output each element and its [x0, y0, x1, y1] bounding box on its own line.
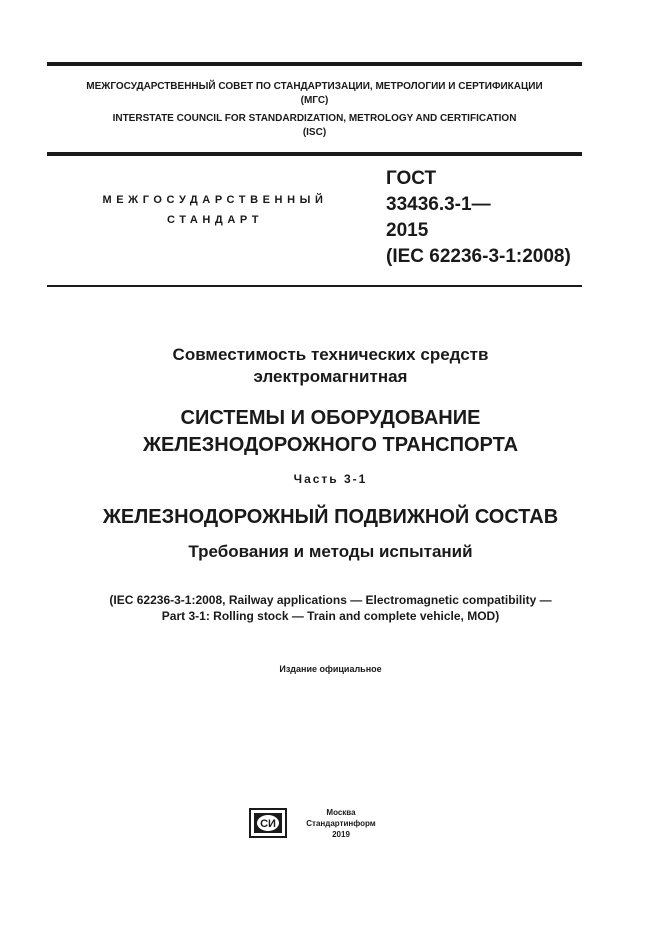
council-name-en: INTERSTATE COUNCIL FOR STANDARDIZATION, METROLOGY AND CERTIFICATION	[112, 113, 517, 124]
top-rule	[47, 62, 582, 66]
designation-divider	[47, 285, 582, 287]
main-title-line1: СИСТЕМЫ И ОБОРУДОВАНИЕ	[180, 407, 481, 429]
gost-number: 33436.3-1—	[386, 194, 491, 215]
iec-designation: (IEC 62236-3-1:2008)	[386, 246, 571, 267]
standard-type-line1: МЕЖГОСУДАРСТВЕННЫЙ	[102, 194, 328, 206]
gost-label: ГОСТ	[386, 168, 437, 189]
header-divider	[47, 152, 582, 156]
standard-type-line2: СТАНДАРТ	[166, 214, 264, 226]
part-label: Часть 3-1	[293, 472, 368, 486]
standartinform-logo	[249, 808, 287, 843]
publisher-city: Москва	[326, 808, 356, 817]
gost-year: 2015	[386, 220, 429, 241]
iec-reference-line2: Part 3-1: Rolling stock — Train and complete vehicle, MOD)	[161, 609, 500, 623]
logo-text: СИ	[260, 818, 276, 830]
council-name-ru: МЕЖГОСУДАРСТВЕННЫЙ СОВЕТ ПО СТАНДАРТИЗАЦИИ, МЕТРОЛОГИИ И СЕРТИФИКАЦИИ	[86, 81, 543, 92]
subject-title: ЖЕЛЕЗНОДОРОЖНЫЙ ПОДВИЖНОЙ СОСТАВ	[102, 506, 559, 528]
iec-reference-line1: (IEC 62236-3-1:2008, Railway applications — Electromagnetic compatibility —	[109, 593, 552, 607]
publisher-name: Стандартинформ	[306, 819, 376, 828]
title-line2: электромагнитная	[253, 367, 408, 386]
standard-designation	[386, 166, 586, 270]
main-title-line2: ЖЕЛЕЗНОДОРОЖНОГО ТРАНСПОРТА	[142, 434, 519, 456]
council-abbr-ru: (МГС)	[300, 95, 329, 106]
council-abbr-en: (ISC)	[302, 127, 327, 138]
publisher-year: 2019	[332, 830, 350, 839]
title-line1: Совместимость технических средств	[172, 345, 489, 364]
edition-note: Издание официальное	[279, 664, 382, 674]
subtitle: Требования и методы испытаний	[188, 542, 473, 561]
